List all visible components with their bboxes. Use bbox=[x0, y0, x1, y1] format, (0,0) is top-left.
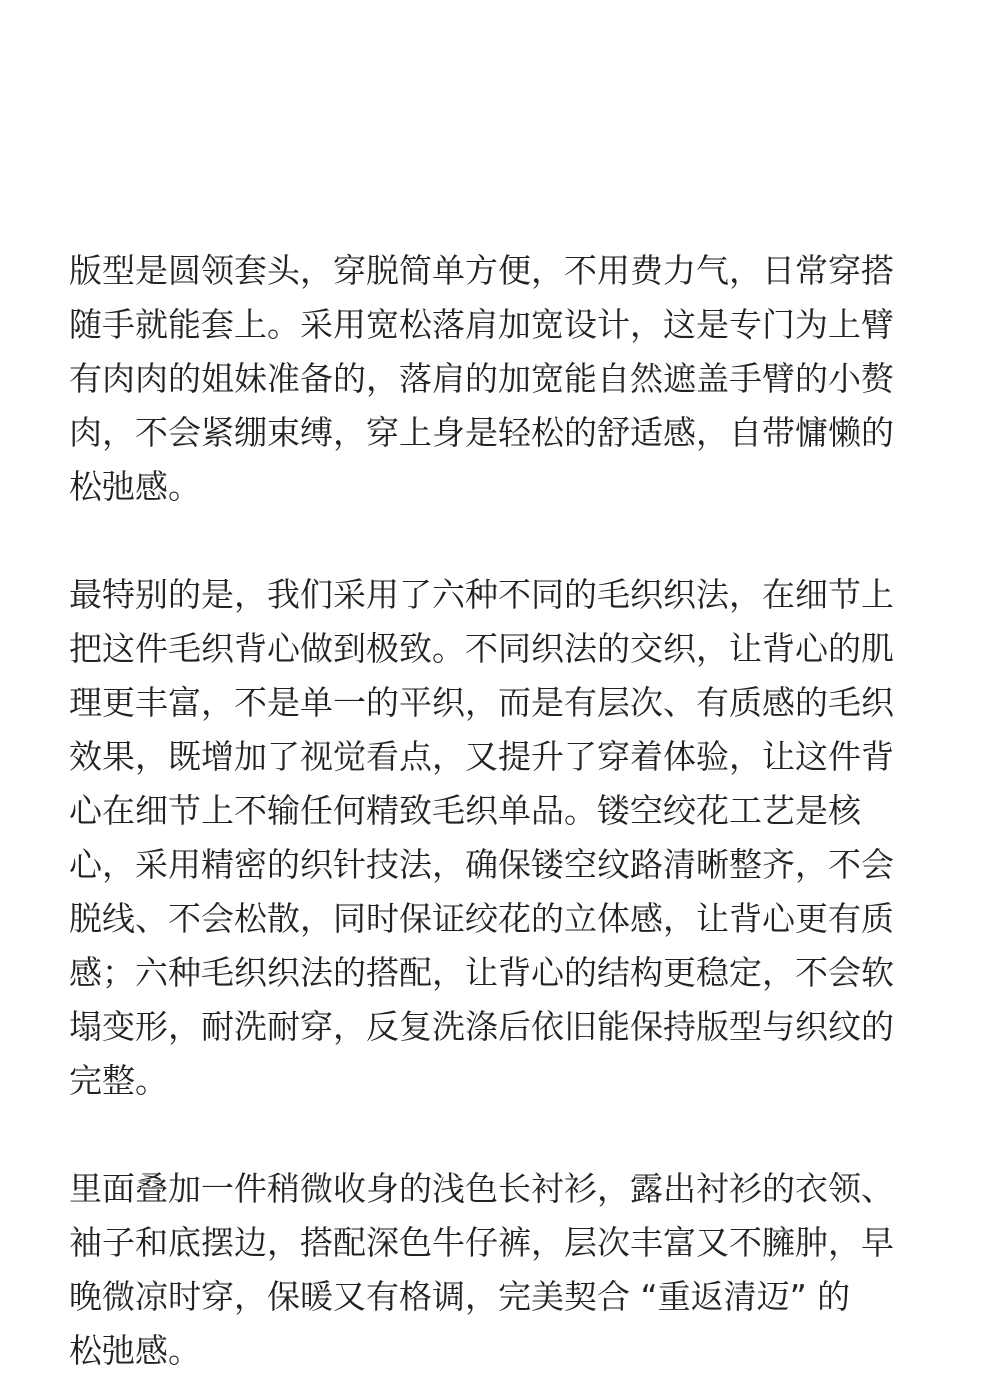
text-line: 理更丰富，不是单一的平织，而是有层次、有质感的毛织 bbox=[69, 683, 894, 722]
text-line: 心，采用精密的织针技法，确保镂空纹路清晰整齐，不会 bbox=[69, 845, 894, 884]
text-line: 松弛感。 bbox=[69, 467, 201, 506]
paragraph-fit bbox=[69, 244, 921, 514]
text-line: 脱线、不会松散，同时保证绞花的立体感，让背心更有质 bbox=[69, 899, 894, 938]
text-line: 里面叠加一件稍微收身的浅色长衬衫，露出衬衫的衣领、 bbox=[69, 1169, 894, 1208]
text-line: 有肉肉的姐妹准备的，落肩的加宽能自然遮盖手臂的小赘 bbox=[69, 359, 894, 398]
text-line: 心在细节上不输任何精致毛织单品。镂空绞花工艺是核 bbox=[69, 791, 861, 830]
text-line: 肉，不会紧绷束缚，穿上身是轻松的舒适感，自带慵懒的 bbox=[69, 413, 894, 452]
text-line: 完整。 bbox=[69, 1061, 168, 1100]
text-line: 松弛感。 bbox=[69, 1331, 201, 1370]
paragraph-knitting bbox=[69, 568, 921, 1108]
text-line: 把这件毛织背心做到极致。不同织法的交织，让背心的肌 bbox=[69, 629, 894, 668]
text-line: 塌变形，耐洗耐穿，反复洗涤后依旧能保持版型与织纹的 bbox=[69, 1007, 894, 1046]
text-line: 袖子和底摆边，搭配深色牛仔裤，层次丰富又不臃肿，早 bbox=[69, 1223, 894, 1262]
paragraph-styling bbox=[69, 1162, 921, 1378]
text-line: 版型是圆领套头，穿脱简单方便，不用费力气，日常穿搭 bbox=[69, 251, 894, 290]
text-line: 感；六种毛织织法的搭配，让背心的结构更稳定，不会软 bbox=[69, 953, 894, 992]
article-body bbox=[69, 244, 921, 1378]
text-line: 晚微凉时穿，保暖又有格调，完美契合 “重返清迈” 的 bbox=[69, 1277, 851, 1316]
text-line: 随手就能套上。采用宽松落肩加宽设计，这是专门为上臂 bbox=[69, 305, 894, 344]
text-line: 效果，既增加了视觉看点，又提升了穿着体验，让这件背 bbox=[69, 737, 894, 776]
text-line: 最特别的是，我们采用了六种不同的毛织织法，在细节上 bbox=[69, 575, 894, 614]
